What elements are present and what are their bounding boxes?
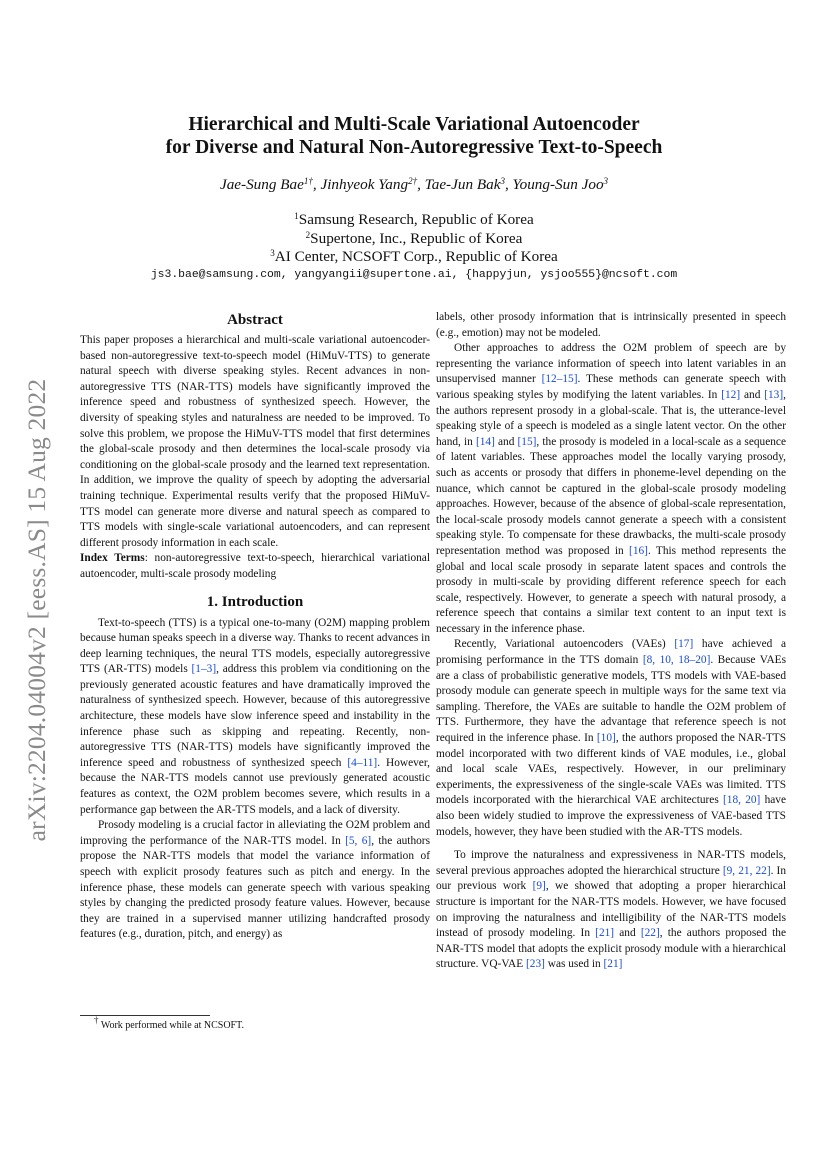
citation-link[interactable]: [21] bbox=[603, 958, 623, 971]
arxiv-identifier: arXiv:2204.04004v2 [eess.AS] 15 Aug 2022 bbox=[22, 378, 51, 842]
footnote-divider bbox=[80, 1015, 210, 1016]
index-terms-text: : non-autoregressive text-to-speech, hierarchical variational autoencoder, multi-scale prosody modeling bbox=[80, 552, 430, 580]
intro-paragraph: Text-to-speech (TTS) is a typical one-to-many (O2M) mapping problem because human speaks speech in a diverse way. Thanks to recent advances in deep learning techniques, the neural TTS models, especially autoregressive TTS (AR-TTS) models [1–3], address this problem via conditioning on the previously generated acoustic features and have dramatically improved the naturalness of synthesized speech. However, because of this autoregressive architecture, these models have slow inference speed and instability in the inference phase such as skipping and repeating. Recently, non-autoregressive TTS (NAR-TTS) models have significantly improved the inference speed and robustness of synthesized speech [4–11]. However, because the NAR-TTS models cannot use previously generated acoustic features as context, the O2M problem becomes severe, which results in a performance gap between the AR-TTS models, and a lack of diversity. bbox=[80, 616, 430, 816]
paper-title bbox=[90, 113, 738, 159]
citation-link[interactable]: [16] bbox=[629, 544, 648, 557]
citation-link[interactable]: [13] bbox=[764, 388, 784, 401]
citation-link[interactable]: [1–3] bbox=[191, 663, 217, 676]
citation-link[interactable]: [18, 20] bbox=[723, 794, 761, 807]
author-name: Jinhyeok Yang bbox=[320, 176, 409, 193]
citation-link[interactable]: [14] bbox=[475, 435, 495, 448]
author-emails: js3.bae@samsung.com, yangyangii@supertone.ai, {happyjun, ysjoo555}@ncsoft.com bbox=[150, 269, 678, 281]
citation-link[interactable]: [4–11] bbox=[347, 756, 378, 769]
affiliation bbox=[90, 230, 738, 248]
citation-link[interactable]: [9, 21, 22] bbox=[722, 864, 771, 877]
author-list: Jae-Sung Bae$^{1\dagger}$, Jinhyeok Yang$^{2\dagger}$, Tae-Jun Bak$^3$, Young-Sun Joo$^3$ bbox=[219, 176, 609, 193]
affiliation-mark: 2 bbox=[305, 230, 311, 240]
footnote-text: Work performed while at NCSOFT. bbox=[98, 1020, 244, 1031]
citation-link[interactable]: [12–15] bbox=[541, 373, 578, 386]
affiliation-mark: 1 bbox=[294, 211, 299, 221]
abstract-text: This paper proposes a hierarchical and multi-scale variational autoencoder-based non-autoregressive text-to-speech model (HiMuV-TTS) to generate natural speech with diverse speaking styles. Recent advances in non-autoregressive TTS (NAR-TTS) models have significantly improved the inference speed and robustness of synthesized speech. However, the diversity of speaking styles and naturalness are needed to be improved. To solve this problem, we propose the HiMuV-TTS model that first determines the global-scale prosody and then determines the local-scale prosody via conditioning on the global-scale prosody and the learned text representation. In addition, we improve the quality of speech by adopting the adversarial training technique. Experimental results verify that the proposed HiMuV-TTS model can generate more diverse and natural speech as compared to TTS models with single-scale variational autoencoders, and can represent different prosody information in each scale. bbox=[80, 334, 430, 549]
citation-link[interactable]: [9] bbox=[532, 880, 546, 893]
author-affil-mark: 1† bbox=[303, 176, 313, 186]
title-line-2: for Diverse and Natural Non-Autoregressive Text-to-Speech bbox=[165, 137, 663, 158]
body-paragraph: To improve the naturalness and expressiveness in NAR-TTS models, several previous approaches adopted the hierarchical structure [9, 21, 22]. In our previous work [9], we showed that adopting a proper hierarchical structure is important for the NAR-TTS models. However, we have focused on improving the naturalness and intelligibility of the NAR-TTS models instead of prosody modeling. In [21] and [22], the authors proposed the NAR-TTS model that adopts the explicit prosody module with a hierarchical structure. VQ-VAE [23] was used in [21] bbox=[436, 849, 787, 971]
abstract-heading: Abstract bbox=[227, 312, 283, 328]
title-line-1: Hierarchical and Multi-Scale Variational Autoencoder bbox=[188, 114, 640, 135]
introduction-heading: 1. Introduction bbox=[206, 593, 304, 610]
author-name: Young-Sun Joo bbox=[512, 176, 604, 193]
affiliation bbox=[90, 211, 738, 229]
intro-paragraph: Prosody modeling is a crucial factor in alleviating the O2M problem and improving the performance of the NAR-TTS model. In [5, 6], the authors propose the NAR-TTS models that model the variance information of speech with explicit prosody features such as pitch and energy. In the inference phase, these models can generate speech with various speaking styles by changing the predicted prosody feature values. However, because they are trained in a supervised manner utilizing handcrafted prosody features (e.g., duration, pitch, and energy) as bbox=[80, 819, 430, 941]
right-column bbox=[436, 310, 786, 973]
body-paragraph: Other approaches to address the O2M problem of speech are by representing the variance information of speech into latent variables in an unsupervised manner [12–15]. These methods can generate speech with various speaking styles by modifying the latent variables. In [12] and [13], the authors represent prosody in a global-scale. That is, the utterance-level speaking style of a speech is modeled as a single latent vector. On the other hand, in [14] and [15], the prosody is modeled in a local-scale as a sequence of latent variables. These approaches model the locally varying prosody, such as accents or prosody that differs in phoneme-level depending on the nuance, which cannot be captured in the global-scale prosody modeling approaches. However, because of the absence of global-scale representation, the local-scale prosody models cannot generate a speech with a consistent speaking style. To compensate for these drawbacks, the multi-scale prosody representation method was proposed in [16]. This method represents the global and local scale prosody in separate latent spaces and controls the prosody in multi-scale by providing different reference speech for each scale, respectively. However, to generate a speech with natural prosody, a reference speech that contains a similar text content to an input text is necessary in the inference phase. bbox=[436, 342, 787, 635]
body-paragraph: labels, other prosody information that is intrinsically presented in speech (e.g., emotion) may not be modeled. bbox=[436, 311, 786, 339]
index-terms-label: Index Terms bbox=[80, 552, 145, 565]
author-name: Jae-Sung Bae bbox=[219, 176, 304, 193]
citation-link[interactable]: [10] bbox=[596, 732, 616, 745]
citation-link[interactable]: [12] bbox=[721, 388, 741, 401]
citation-link[interactable]: [15] bbox=[517, 435, 537, 448]
author-affil-mark: 3 bbox=[603, 176, 609, 186]
citation-link[interactable]: [21] bbox=[595, 927, 615, 940]
body-paragraph: Recently, Variational autoencoders (VAEs) [17] have achieved a promising performance in the TTS domain [8, 10, 18–20]. Because VAEs are a class of probabilistic generative models, TTS models with VAE-based prosody module can generate speech in multiple ways for the same text via sampling. Therefore, the VAEs are suitable to handle the O2M problem of TTS. Furthermore, they have the advantage that reference speech is not required in the inference phase. In [10], the authors proposed the NAR-TTS model incorporated with two different kinds of VAE modules, i.e., global and local scale VAEs, respectively. However, in our preliminary experiments, the expressiveness of the single-scale VAEs was limited. TTS models incorporated with the hierarchical VAE architectures [18, 20] have also been widely studied to improve the expressiveness of VAE-based TTS models, however, they have been studied with the AR-TTS models. bbox=[436, 638, 787, 838]
affiliation-text: Supertone, Inc., Republic of Korea bbox=[310, 230, 523, 247]
index-terms bbox=[80, 551, 430, 582]
citation-link[interactable]: [8, 10, 18–20] bbox=[642, 654, 711, 667]
citation-link[interactable]: [5, 6] bbox=[345, 834, 372, 847]
citation-link[interactable]: [23] bbox=[526, 958, 545, 971]
affiliation bbox=[90, 248, 738, 266]
author-affil-mark: 2† bbox=[408, 176, 418, 186]
affiliation-text: AI Center, NCSOFT Corp., Republic of Korea bbox=[274, 248, 558, 265]
footnote bbox=[80, 1015, 430, 1031]
citation-link[interactable]: [17] bbox=[674, 638, 694, 651]
footnote-mark: † bbox=[94, 1015, 99, 1025]
author-name: Tae-Jun Bak bbox=[424, 176, 501, 193]
arxiv-sidebar bbox=[20, 350, 54, 870]
author-affil-mark: 3 bbox=[500, 176, 505, 186]
left-column bbox=[80, 310, 430, 943]
affiliation-text: Samsung Research, Republic of Korea bbox=[298, 211, 534, 228]
citation-link[interactable]: [22] bbox=[640, 927, 660, 940]
affiliation-mark: 3 bbox=[270, 248, 275, 258]
